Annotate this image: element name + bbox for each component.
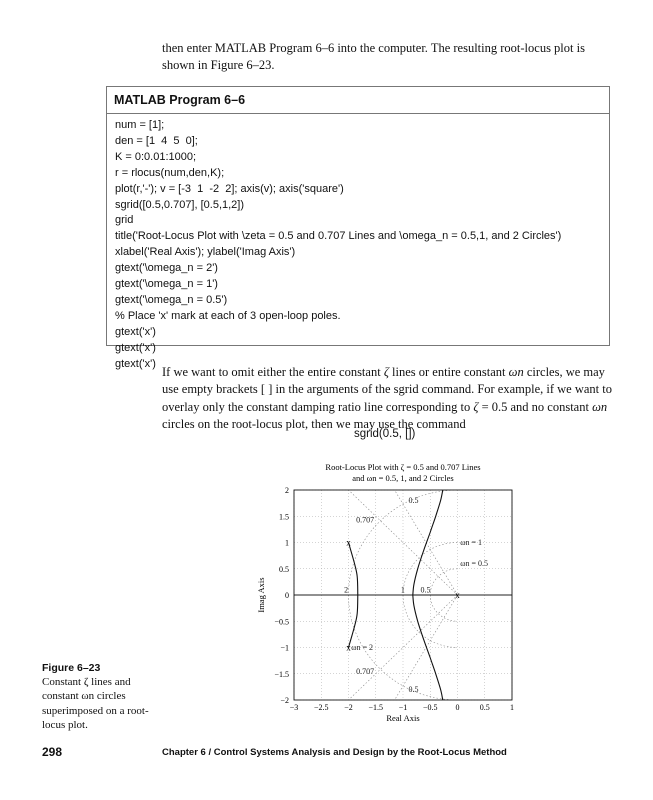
para-text: If we want to omit either the entire constant <box>162 365 384 379</box>
x-tick-label: −1 <box>398 703 408 712</box>
x-tick-label: −1.5 <box>368 703 384 712</box>
x-tick-label: 0 <box>455 703 460 712</box>
code-line: title('Root-Locus Plot with \zeta = 0.5 and 0.707 Lines and \omega_n = 0.5,1, and 2 Circles') <box>115 230 562 243</box>
x-tick-label: −2 <box>344 703 353 712</box>
y-tick-label: −1 <box>280 643 289 653</box>
omega-n-symbol: ωn <box>508 365 524 379</box>
page-number: 298 <box>42 745 63 759</box>
pole-x-mark: x <box>455 590 460 600</box>
y-tick-label: −0.5 <box>274 617 289 627</box>
chart-annotation: ωn = 1 <box>460 538 483 548</box>
running-head: Chapter 6 / Control Systems Analysis and Design by the Root-Locus Method <box>162 747 507 758</box>
y-tick-label: 1 <box>285 538 289 548</box>
y-tick-label: −2 <box>280 696 289 705</box>
x-tick-label: 1 <box>510 703 514 712</box>
x-tick-label: −0.5 <box>422 703 438 712</box>
code-line: gtext('\omega_n = 2') <box>115 262 218 275</box>
code-line: plot(r,'-'); v = [-3 1 -2 2]; axis(v); axis('square') <box>115 182 344 195</box>
program-box <box>106 86 610 370</box>
code-line: gtext('x') <box>115 341 156 354</box>
code-line: gtext('\omega_n = 1') <box>115 278 218 291</box>
program-code <box>107 114 609 373</box>
para-text: circles on the root-locus plot, then we may use the command <box>162 416 466 431</box>
chart-annotation: 0.707 <box>356 666 375 676</box>
code-line: r = rlocus(num,den,K); <box>115 166 225 179</box>
chart-title: Root-Locus Plot with ζ = 0.5 and 0.707 Lines <box>325 462 481 472</box>
code-line: % Place 'x' mark at each of 3 open-loop poles. <box>115 309 341 322</box>
code-line: grid <box>115 214 134 227</box>
x-axis-label: Real Axis <box>386 713 420 723</box>
y-tick-label: 1.5 <box>279 512 289 522</box>
chart-annotation: 1 <box>400 585 405 595</box>
y-tick-label: −1.5 <box>274 669 289 679</box>
chart-title: and ωn = 0.5, 1, and 2 Circles <box>352 473 454 483</box>
zeta-symbol: ζ <box>473 399 479 414</box>
chart-annotation: 0.5 <box>408 496 419 506</box>
pole-x-mark: x <box>346 537 351 548</box>
y-tick-label: 0.5 <box>279 564 289 574</box>
code-line: K = 0:0.01:1000; <box>115 150 197 163</box>
branch-upper <box>349 543 358 596</box>
code-line: gtext('x') <box>115 325 156 338</box>
body-paragraph <box>162 364 612 433</box>
chart-annotation: ωn = 0.5 <box>460 559 489 569</box>
chart-annotation: 0.707 <box>356 515 375 525</box>
para-text: circles, we may use empty brackets [ ] in the arguments of the sgrid command. For example, if we want to overlay only the constant damping ratio line corresponding to <box>162 365 612 414</box>
pole-x-mark: x <box>346 642 351 653</box>
root-locus-chart <box>250 458 530 730</box>
x-tick-label: −2.5 <box>313 703 329 712</box>
x-tick-label: 0.5 <box>479 703 490 712</box>
figure-caption-text: Constant ζ lines and constant ωn circles superimposed on a root-locus plot. <box>42 676 149 731</box>
sgrid-command: sgrid(0.5, []) <box>354 428 416 440</box>
chart-annotation: 0.5 <box>420 585 431 595</box>
intro-text: then enter MATLAB Program 6–6 into the computer. The resulting root-locus plot is shown in Figure 6–23. <box>162 41 585 72</box>
x-tick-label: −3 <box>289 703 299 712</box>
branch-lower <box>349 595 358 648</box>
code-line: sgrid([0.5,0.707], [0.5,1,2]) <box>115 198 245 211</box>
chart-annotation: 2 <box>344 585 349 595</box>
y-axis-label: Imag Axis <box>256 577 266 613</box>
chart-annotation: 0.5 <box>408 685 419 695</box>
figure-caption <box>42 661 154 732</box>
code-line: gtext('x') <box>115 357 156 370</box>
y-tick-label: 0 <box>285 591 289 600</box>
chart-annotation: ωn = 2 <box>351 643 374 653</box>
program-title: MATLAB Program 6–6 <box>107 87 609 114</box>
figure-number: Figure 6–23 <box>42 662 101 674</box>
para-text: = 0.5 and no constant <box>478 399 593 414</box>
y-tick-label: 2 <box>285 486 289 495</box>
code-line: den = [1 4 5 0]; <box>115 134 198 147</box>
omega-n-symbol: ωn <box>592 399 608 414</box>
zeta-symbol: ζ <box>383 365 389 379</box>
code-line: gtext('\omega_n = 0.5') <box>115 293 228 306</box>
code-line: xlabel('Real Axis'); ylabel('Imag Axis') <box>115 246 296 259</box>
para-text: lines or entire constant <box>388 365 509 379</box>
code-line: num = [1]; <box>115 119 165 131</box>
